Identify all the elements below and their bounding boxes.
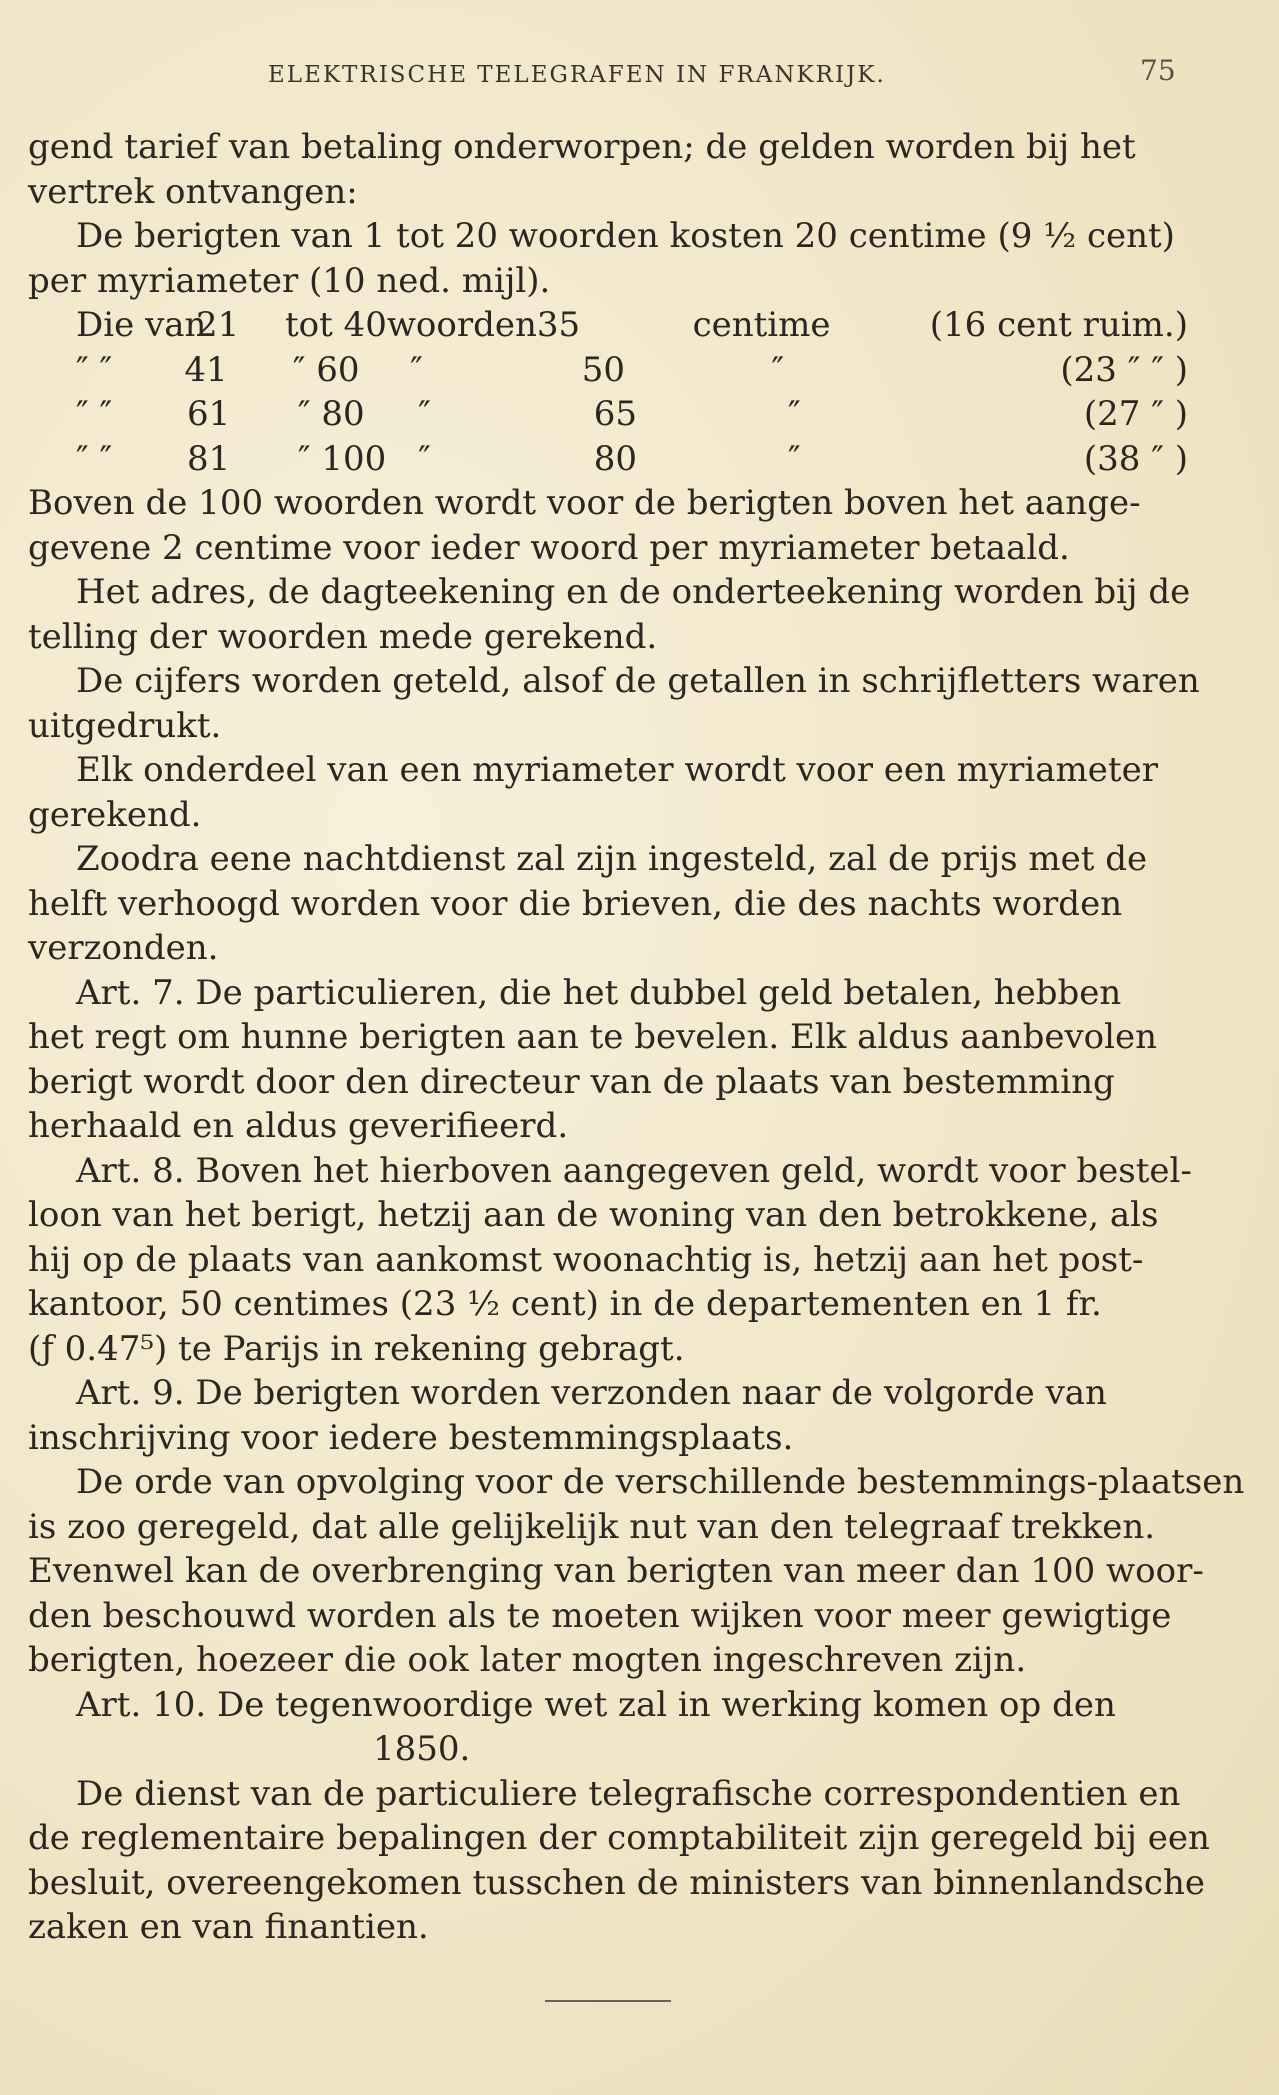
tariff-row — [28, 392, 1188, 437]
text-line: de reglementaire bepalingen der comptabiliteit zijn geregeld bij een — [28, 1818, 1210, 1858]
text-line: gevene 2 centime voor ieder woord per myriameter betaald. — [28, 527, 1070, 568]
tariff-cell: ″ — [418, 394, 431, 434]
text-line: vertrek ontvangen: — [28, 171, 358, 212]
tariff-row — [28, 303, 1188, 348]
text-block-bottom — [28, 481, 1245, 1950]
text-line: den beschouwd worden als te moeten wijken voor meer gewigtige — [28, 1595, 1172, 1636]
tariff-cell: tot 40 — [284, 305, 387, 345]
text-line: telling der woorden mede gerekend. — [28, 616, 658, 657]
text-line: besluit, overeengekomen tusschen de ministers van binnenlandsche — [28, 1862, 1205, 1903]
text-line: (ƒ 0.47⁵) te Parijs in rekening gebragt. — [28, 1328, 685, 1369]
tariff-cell: ″ — [787, 438, 801, 479]
text-line: per myriameter (10 ned. mijl). — [28, 260, 551, 301]
tariff-cell: 50 — [581, 349, 626, 390]
text-line: loon van het berigt, hetzij aan de woning van den betrokkene, als — [28, 1195, 1159, 1235]
tariff-cell: Die van — [76, 305, 207, 345]
tariff-cell: ″ 100 — [297, 438, 387, 479]
end-rule — [545, 2000, 671, 2002]
tariff-cell: (16 cent ruim.) — [929, 305, 1188, 345]
text-line: gerekend. — [28, 794, 202, 835]
text-line: zaken en van finantien. — [28, 1907, 429, 1947]
tariff-cell: ″ ″ — [76, 394, 113, 434]
tariff-cell: (38 ″ ) — [1083, 438, 1188, 479]
tariff-cell: ″ ″ — [76, 349, 113, 390]
text-line: De dienst van de particuliere telegrafische correspondentien en — [76, 1773, 1181, 1814]
tariff-cell: 81 — [186, 438, 231, 479]
text-line: Art. 8. Boven het hierboven aangegeven geld, wordt voor bestel- — [76, 1150, 1192, 1191]
text-line: Art. 7. De particulieren, die het dubbel geld betalen, hebben — [76, 972, 1122, 1013]
tariff-cell: woorden — [386, 305, 537, 345]
text-line: gend tarief van betaling onderworpen; de gelden worden bij het — [28, 127, 1136, 167]
text-line: Boven de 100 woorden wordt voor de berigten boven het aange- — [28, 483, 1141, 523]
tariff-cell: 21 — [196, 305, 240, 345]
tariff-cell: 80 — [593, 438, 638, 479]
running-head: ELEKTRISCHE TELEGRAFEN IN FRANKRIJK. — [268, 62, 886, 88]
tariff-table — [28, 303, 1188, 481]
page-number: 75 — [1140, 54, 1176, 87]
text-line: kantoor, 50 centimes (23 ½ cent) in de departementen en 1 fr. — [28, 1284, 1102, 1324]
text-line: Zoodra eene nachtdienst zal zijn ingesteld, zal de prijs met de — [76, 839, 1148, 879]
tariff-cell: 35 — [536, 305, 581, 345]
tariff-cell: ″ 60 — [292, 349, 360, 390]
text-line: Het adres, de dagteekening en de onderteekening worden bij de — [76, 572, 1191, 612]
tariff-cell: centime — [692, 305, 831, 345]
text-line: berigt wordt door den directeur van de plaats van bestemming — [28, 1061, 1115, 1102]
body-text — [28, 125, 1245, 1950]
text-line: De cijfers worden geteld, alsof de getallen in schrijfletters waren — [76, 661, 1200, 701]
text-line: hij op de plaats van aankomst woonachtig is, hetzij aan het post- — [28, 1239, 1144, 1280]
text-line: verzonden. — [28, 928, 219, 968]
text-line: uitgedrukt. — [28, 705, 222, 746]
text-line: herhaald en aldus geverifieerd. — [28, 1106, 569, 1146]
tariff-cell: ″ — [787, 394, 801, 434]
text-line: De orde van opvolging voor de verschillende bestemmings-plaatsen — [76, 1462, 1245, 1502]
text-line: is zoo geregeld, dat alle gelijkelijk nut van den telegraaf trekken. — [28, 1506, 1156, 1547]
text-line: Art. 10. De tegenwoordige wet zal in werking komen op den — [76, 1684, 1116, 1725]
text-block-top — [28, 125, 1188, 303]
tariff-cell: (23 ″ ″ ) — [1060, 349, 1189, 390]
text-line: Evenwel kan de overbrenging van berigten van meer dan 100 woor- — [28, 1551, 1204, 1591]
text-line: het regt om hunne berigten aan te bevelen. Elk aldus aanbevolen — [28, 1017, 1158, 1057]
text-line: inschrijving voor iedere bestemmingsplaats. — [28, 1417, 794, 1458]
tariff-cell: 61 — [186, 394, 231, 434]
tariff-cell: ″ 80 — [297, 394, 365, 434]
tariff-row — [28, 437, 1188, 482]
tariff-cell: 41 — [184, 349, 228, 390]
text-line: Art. 9. De berigten worden verzonden naar de volgorde van — [76, 1373, 1107, 1413]
text-line: 1850. — [373, 1729, 471, 1769]
text-line: De berigten van 1 tot 20 woorden kosten 20 centime (9 ½ cent) — [76, 216, 1175, 256]
tariff-cell: ″ — [410, 349, 423, 390]
tariff-cell: ″ ″ — [76, 438, 113, 479]
tariff-cell: (27 ″ ) — [1083, 394, 1188, 434]
tariff-cell: 65 — [593, 394, 638, 434]
text-line: Elk onderdeel van een myriameter wordt voor een myriameter — [76, 750, 1158, 790]
tariff-row — [28, 348, 1188, 393]
text-line: berigten, hoezeer die ook later mogten ingeschreven zijn. — [28, 1640, 1027, 1680]
text-line: helft verhoogd worden voor die brieven, die des nachts worden — [28, 883, 1123, 924]
tariff-cell: ″ — [418, 438, 431, 479]
tariff-cell: ″ — [771, 349, 785, 390]
